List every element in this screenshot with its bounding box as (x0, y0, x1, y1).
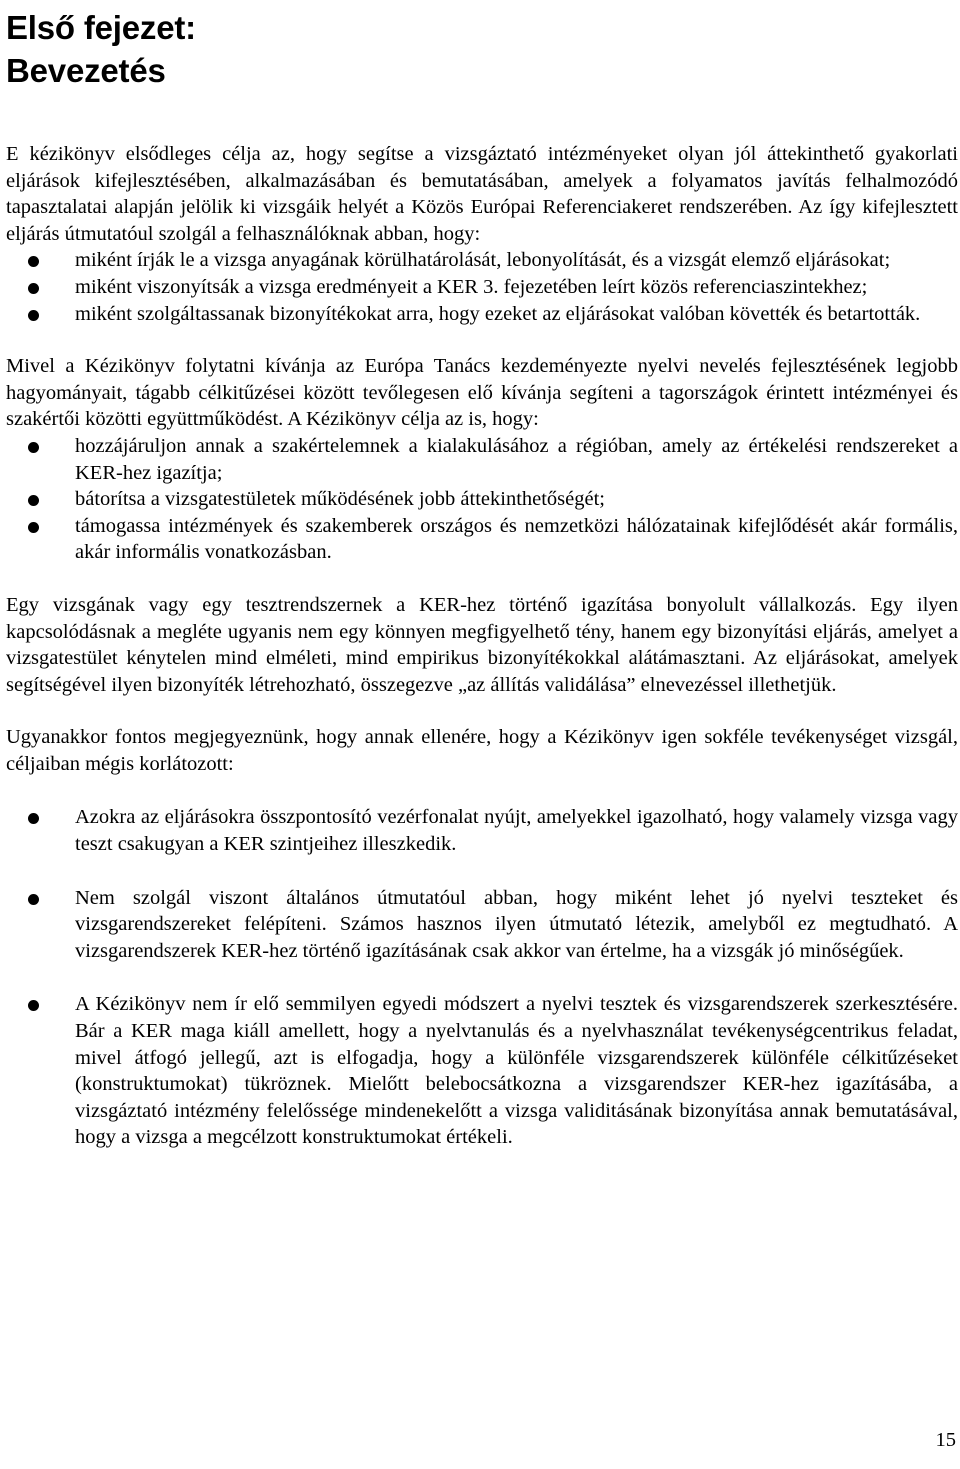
list-item: Nem szolgál viszont általános útmutatóul abban, hogy miként lehet jó nyelvi teszteket és vizsgarendszereket felépíteni. Számos hasznos ilyen útmutató létezik, amelyből ez megtudható. A vizsgarendszerek KER-hez történő igazításának csak akkor van értelme, ha a vizsgák jó minőségűek. (6, 885, 958, 965)
list-item: A Kézikönyv nem ír elő semmilyen egyedi módszert a nyelvi tesztek és vizsgarendszerek szerkesztésére. Bár a KER maga kiáll amellett, hogy a nyelvtanulás és a nyelvhasználat tevékenységcentrikus feladat, mivel átfogó jellegű, azt is elfogadja, hogy a különféle vizsgarendszerek különféle célkitűzéseket (konstruktumokat) tükröznek. Mielőtt belebocsátkozna a vizsgarendszer KER-hez igazításába, a vizsgáztató intézmény felelőssége mindenekelőtt a vizsga validitásának bizonyítása annak bemutatásával, hogy a vizsga a megcélzott konstruktumokat értékeli. (6, 991, 958, 1151)
paragraph-purpose: E kézikönyv elsődleges célja az, hogy segítse a vizsgáztató intézményeket olyan jól áttekinthető gyakorlati eljárások kifejlesztésében, alkalmazásában és bemutatásában, amelyek a folyamatos javítás felhalmozódó tapasztalatai alapján jelölik ki vizsgáik helyét a Közös Európai Referenciakeret rendszerében. Az így kifejlesztett eljárás útmutatóul szolgál a felhasználóknak abban, hogy: (6, 143, 958, 245)
chapter-title (6, 6, 196, 92)
list-item: Azokra az eljárásokra összpontosító vezérfonalat nyújt, amelyekkel igazolható, hogy valamely vizsga vagy teszt csakugyan a KER szintjeihez illeszkedik. (6, 804, 958, 857)
chapter-label: Első fejezet: (6, 9, 196, 46)
list-item: bátorítsa a vizsgatestületek működésének jobb áttekinthetőségét; (6, 486, 958, 513)
list-item: hozzájáruljon annak a szakértelemnek a kialakulásához a régióban, amely az értékelési rendszereket a KER-hez igazítja; (6, 433, 958, 486)
bullet-list-limits (6, 804, 958, 1151)
bullet-list-usage (6, 247, 958, 327)
list-item: miként írják le a vizsga anyagának körülhatárolását, lebonyolítását, és a vizsgát elemző eljárásokat; (6, 247, 958, 274)
bullet-icon (28, 813, 39, 824)
page-number: 15 (935, 1429, 956, 1451)
paragraph-limits: Ugyanakkor fontos megjegyeznünk, hogy annak ellenére, hogy a Kézikönyv igen sokféle tevékenységet vizsgál, céljaiban mégis korlátozott: (6, 726, 958, 775)
paragraph-validation: Egy vizsgának vagy egy tesztrendszernek a KER-hez történő igazítása bonyolult vállalkozás. Egy ilyen kapcsolódásnak a megléte ugyanis nem egy könnyen megfigyelhető tény, hanem egy bizonyítási eljárás, amelyet a vizsgatestület kénytelen mind elméleti, mind empirikus bizonyítékokkal alátámasztani. Az eljárásokat, amelyek segítségével ilyen bizonyíték létrehozható, összegezve „az állítás validálása” elnevezéssel illethetjük. (6, 593, 958, 696)
bullet-icon (28, 1000, 39, 1011)
bullet-list-goals (6, 433, 958, 566)
bullet-icon (28, 522, 39, 533)
bullet-icon (28, 283, 39, 294)
bullet-icon (28, 894, 39, 905)
chapter-name: Bevezetés (6, 52, 166, 89)
list-item: miként viszonyítsák a vizsga eredményeit a KER 3. fejezetében leírt közös referenciaszintekhez; (6, 274, 958, 301)
bullet-icon (28, 442, 39, 453)
bullet-icon (28, 495, 39, 506)
bullet-icon (28, 310, 39, 321)
paragraph-goals: Mivel a Kézikönyv folytatni kívánja az Európa Tanács kezdeményezte nyelvi nevelés fejlesztésének legjobb hagyományait, tágabb célkitűzései között tevőlegesen elő kívánja segíteni a tagországok érintett intézményei és szakértői közötti együttműködést. A Kézikönyv célja az is, hogy: (6, 355, 958, 431)
list-item: miként szolgáltassanak bizonyítékokat arra, hogy ezeket az eljárásokat valóban követték és betartották. (6, 301, 958, 328)
body-text (6, 141, 958, 1151)
bullet-icon (28, 256, 39, 267)
list-item: támogassa intézmények és szakemberek országos és nemzetközi hálózatainak kifejlődését akár formális, akár informális vonatkozásban. (6, 513, 958, 566)
